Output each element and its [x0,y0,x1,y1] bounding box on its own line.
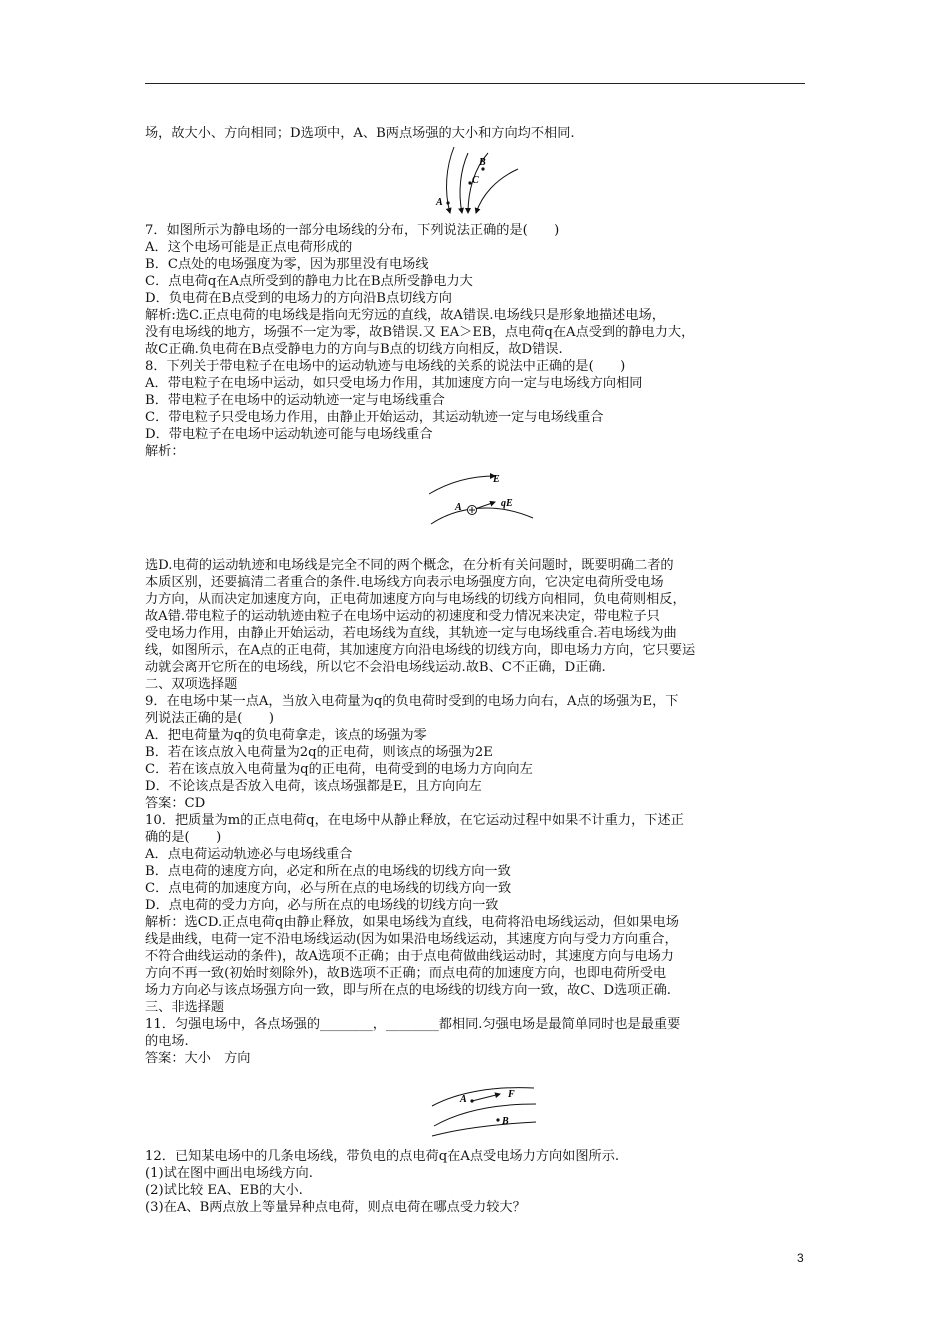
text-line: (2)试比较 EA、EB的大小. [145,1183,303,1198]
answer-line: 答案：CD [145,796,206,811]
text-line: A．把电荷量为q的负电荷拿走，该点的场强为零 [145,728,427,743]
text-line: 故C正确.负电荷在B点受静电力的方向与B点的切线方向相反，故D错误. [145,342,563,357]
field-line [431,508,533,524]
field-lines-figure-1 [410,145,530,217]
text-line: 12．已知某电场中的几条电场线，带负电的点电荷q在A点受电场力方向如图所示. [145,1149,620,1164]
text-line: 解析:选C.正点电荷的电场线是指向无穷远的直线，故A错误.电场线只是形象地描述电场， [145,308,665,323]
text-line: 力方向，从而决定加速度方向，正电荷加速度方向与电场线的切线方向相同，负电荷则相反， [145,592,686,607]
text-line: B．带电粒子在电场中的运动轨迹一定与电场线重合 [145,393,445,408]
point-b [496,1118,499,1121]
text-line: 选D.电荷的运动轨迹和电场线是完全不同的两个概念，在分析有关问题时，既要明确二者的 [145,558,674,573]
text-line: D．带电粒子在电场中运动轨迹可能与电场线重合 [145,427,433,442]
label-b: B [502,1116,509,1127]
text-line: C．点电荷的加速度方向，必与所在点的电场线的切线方向一致 [145,881,512,896]
field-line [460,153,468,213]
text-line: 不符合曲线运动的条件)，故A选项不正确；由于点电荷做曲线运动时，其速度方向与电场力 [145,949,674,964]
text-line: (1)试在图中画出电场线方向. [145,1166,313,1181]
text-line: A．这个电场可能是正点电荷形成的 [145,240,353,255]
point-a [446,201,449,204]
label-qe: qE [501,498,513,509]
text-line: D．负电荷在B点受到的电场力的方向沿B点切线方向 [145,291,452,306]
text-line: 确的是( ) [145,830,222,845]
field-lines-figure-2 [425,468,540,530]
field-line [432,1122,536,1136]
text-line: 7．如图所示为静电场的一部分电场线的分布，下列说法正确的是( ) [145,223,560,238]
field-lines-figure-3 [428,1080,540,1140]
point-a [470,1099,473,1102]
label-a: A [460,1094,467,1105]
text-line: 本质区别，还要搞清二者重合的条件.电场线方向表示电场强度方向，它决定电荷所受电场 [145,575,664,590]
force-arrow [472,1094,500,1101]
header-rule [145,83,805,84]
text-line: 的电场. [145,1034,189,1049]
text-line: 解析： [145,444,185,459]
field-line [432,1088,534,1106]
text-line: A．带电粒子在电场中运动，如只受电场力作用，其加速度方向一定与电场线方向相同 [145,376,643,391]
text-line: 动就会离开它所在的电场线，所以它不会沿电场线运动.故B、C不正确，D正确. [145,660,606,675]
text-line: 没有电场线的地方，场强不一定为零，故B错误.又 EA＞EB，点电荷q在A点受到的静电力大， [145,325,695,340]
field-line [476,169,518,213]
text-line: C．点电荷q在A点所受到的静电力比在B点所受静电力大 [145,274,473,289]
text-line: 方向不再一致(初始时刻除外)，故B选项不正确；而点电荷的加速度方向，也即电荷所受电 [145,966,667,981]
page-number: 3 [797,1251,804,1265]
text-line: C．若在该点放入电荷量为q的正电荷，电荷受到的电场力方向向左 [145,762,533,777]
field-line [429,476,495,494]
text-line: 受电场力作用，由静止开始运动，若电场线为直线，其轨迹一定与电场线重合.若电场线为曲 [145,626,677,641]
text-line: 9．在电场中某一点A，当放入电荷量为q的负电荷时受到的电场力向右，A点的场强为E，下 [145,694,679,709]
text-line: 8．下列关于带电粒子在电场中的运动轨迹与电场线的关系的说法中正确的是( ) [145,359,626,374]
text-line: (3)在A、B两点放上等量异种点电荷，则点电荷在哪点受力较大？ [145,1200,526,1215]
text-line: D．不论该点是否放入电荷，该点场强都是E，且方向向左 [145,779,482,794]
section-heading: 三、非选择题 [145,1000,225,1015]
text-line: B．若在该点放入电荷量为2q的正电荷，则该点的场强为2E [145,745,493,760]
label-a: A [455,502,462,513]
text-line: 列说法正确的是( ) [145,711,274,726]
text-line: 线是曲线，电荷一定不沿电场线运动(因为如果沿电场线运动，其速度方向与受力方向重合， [145,932,678,947]
label-c: C [472,175,479,186]
label-b: B [479,157,486,168]
label-a: A [436,197,443,208]
text-line: 解析：选CD.正点电荷q由静止释放，如果电场线为直线，电荷将沿电场线运动，但如果电场 [145,915,679,930]
section-heading: 二、双项选择题 [145,677,238,692]
text-line: B．C点处的电场强度为零，因为那里没有电场线 [145,257,429,272]
text-line: 11．匀强电场中，各点场强的________，________都相同.匀强电场是最简单同时也是最重要 [145,1017,681,1032]
answer-line: 答案：大小 方向 [145,1051,251,1066]
text-line: 10．把质量为m的正点电荷q，在电场中从静止释放，在它运动过程中如果不计重力，下述正 [145,813,684,828]
text-line: 故A错.带电粒子的运动轨迹由粒子在电场中运动的初速度和受力情况来决定，带电粒子只 [145,609,660,624]
text-line: 场力方向必与该点场强方向一致，即与所在点的电场线的切线方向一致，故C、D选项正确. [145,983,671,998]
label-e: E [493,474,500,485]
text-line: 线，如图所示，在A点的正电荷，其加速度方向沿电场线的切线方向，即电场力方向，它只要运 [145,643,696,658]
text-line: A．点电荷运动轨迹必与电场线重合 [145,847,353,862]
text-line: B．点电荷的速度方向，必定和所在点的电场线的切线方向一致 [145,864,511,879]
text-line: 场，故大小、方向相同；D选项中，A、B两点场强的大小和方向均不相同. [145,126,575,141]
text-line: C．带电粒子只受电场力作用，由静止开始运动，其运动轨迹一定与电场线重合 [145,410,604,425]
text-line: D．点电荷的受力方向，必与所在点的电场线的切线方向一致 [145,898,499,913]
label-f: F [508,1089,515,1100]
